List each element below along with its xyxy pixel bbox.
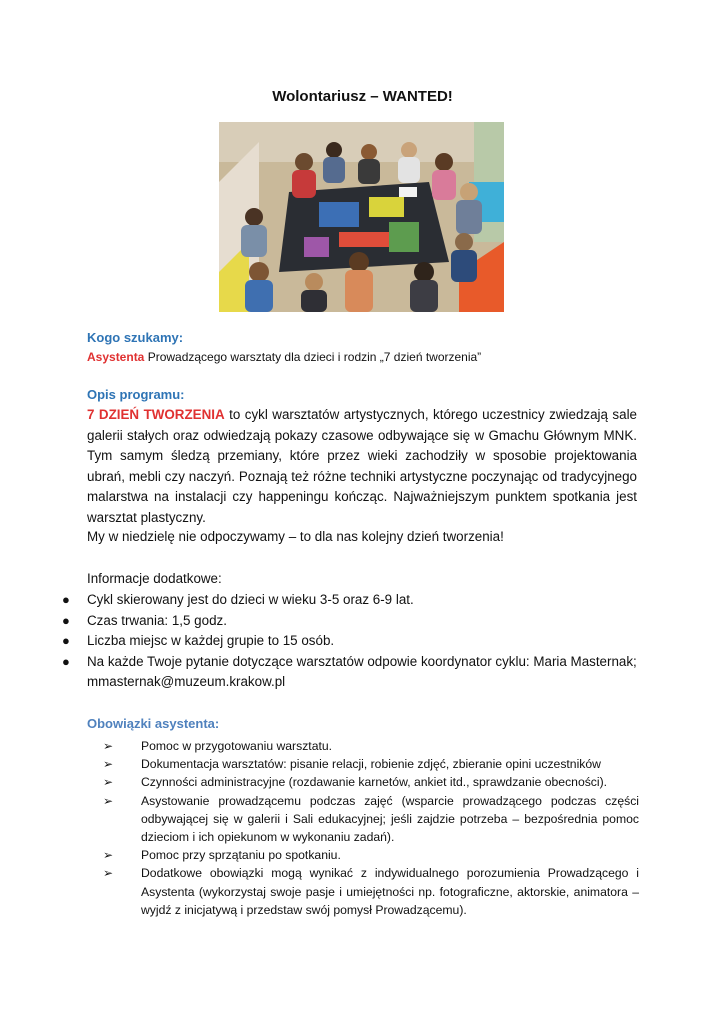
duty-text: Asystowanie prowadzącemu podczas zajęć (wsparcie prowadzącego podczas części odbywającej się w galerii i Sali edukacyjnej; jeśli zajdzie potrzeba – bezpośrednia pomoc dzieciom i ich opiekunom w wykonaniu zadań). bbox=[141, 793, 639, 845]
list-item bbox=[103, 864, 639, 919]
duty-text: Pomoc w przygotowaniu warsztatu. bbox=[141, 739, 333, 753]
arrow-bullet-icon: ➢ bbox=[103, 775, 114, 790]
duty-text: Dodatkowe obowiązki mogą wynikać z indywidualnego porozumienia Prowadzącego i Asystenta (wykorzystaj swoje pasje i umiejętności np. fotograficzne, aktorskie, animatora – wyjdź z inicjatywą i przedstaw swój pomysł Prowadzącemu). bbox=[141, 866, 639, 917]
opis-text: to cykl warsztatów artystycznych, którego uczestnicy zwiedzają sale galerii stałych oraz odwiedzają pokazy czasowe odbywające się w Gmachu Głównym MNK. Tym samym śledzą przemiany, które przez wieki zachodziły w sposobie projektowania ubrań, mebli czy naczyń. Poznają też różne techniki artystyczne poczynając od tradycyjnego malarstwa na instalacji czy happeningu kończąc. Najważniejszym punktem spotkania jest warsztat plastyczny. bbox=[87, 407, 637, 525]
page-title: Wolontariusz – WANTED! bbox=[272, 88, 453, 105]
list-item bbox=[103, 737, 639, 755]
role-description: Prowadzącego warsztaty dla dzieci i rodzin „7 dzień tworzenia” bbox=[144, 350, 482, 364]
bullet-icon: ● bbox=[62, 633, 70, 649]
info-list bbox=[60, 590, 640, 693]
arrow-bullet-icon: ➢ bbox=[103, 848, 114, 863]
info-item-text: Na każde Twoje pytanie dotyczące warsztatów odpowie koordynator cyklu: Maria Masternak; mmasternak@muzeum.krakow.pl bbox=[87, 653, 637, 690]
opis-paragraph bbox=[87, 405, 637, 529]
list-item bbox=[60, 611, 640, 632]
arrow-bullet-icon: ➢ bbox=[103, 793, 114, 808]
duty-text: Dokumentacja warsztatów: pisanie relacji, robienie zdjęć, zbieranie opini uczestników bbox=[141, 757, 601, 772]
opis-highlight: 7 DZIEŃ TWORZENIA bbox=[87, 407, 225, 422]
kogo-role bbox=[87, 350, 481, 364]
list-item bbox=[60, 652, 640, 693]
list-item bbox=[60, 590, 640, 611]
workshop-photo bbox=[219, 122, 504, 312]
arrow-bullet-icon: ➢ bbox=[103, 757, 114, 772]
role-highlight: Asystenta bbox=[87, 350, 145, 364]
duties-heading: Obowiązki asystenta: bbox=[87, 716, 220, 731]
kogo-heading: Kogo szukamy: bbox=[87, 330, 184, 345]
info-item-text: Cykl skierowany jest do dzieci w wieku 3-5 oraz 6-9 lat. bbox=[87, 592, 414, 607]
duty-text: Czynności administracyjne (rozdawanie karnetów, ankiet itd., sprawdzanie obecności). bbox=[141, 775, 608, 790]
arrow-bullet-icon: ➢ bbox=[103, 866, 114, 881]
info-item-text: Czas trwania: 1,5 godz. bbox=[87, 612, 227, 628]
opis-closing: My w niedzielę nie odpoczywamy – to dla nas kolejny dzień tworzenia! bbox=[87, 529, 504, 544]
list-item bbox=[103, 755, 639, 773]
duties-list bbox=[103, 737, 639, 919]
arrow-bullet-icon: ➢ bbox=[103, 739, 114, 753]
list-item bbox=[103, 773, 639, 791]
list-item bbox=[103, 846, 639, 864]
opis-heading: Opis programu: bbox=[87, 387, 185, 402]
bullet-icon: ● bbox=[62, 592, 70, 607]
list-item bbox=[60, 631, 640, 652]
info-heading: Informacje dodatkowe: bbox=[87, 571, 222, 586]
bullet-icon: ● bbox=[62, 612, 70, 628]
list-item bbox=[103, 792, 639, 847]
bullet-icon: ● bbox=[62, 653, 70, 669]
info-item-text: Liczba miejsc w każdej grupie to 15 osób. bbox=[87, 633, 335, 649]
duty-text: Pomoc przy sprzątaniu po spotkaniu. bbox=[141, 848, 341, 863]
